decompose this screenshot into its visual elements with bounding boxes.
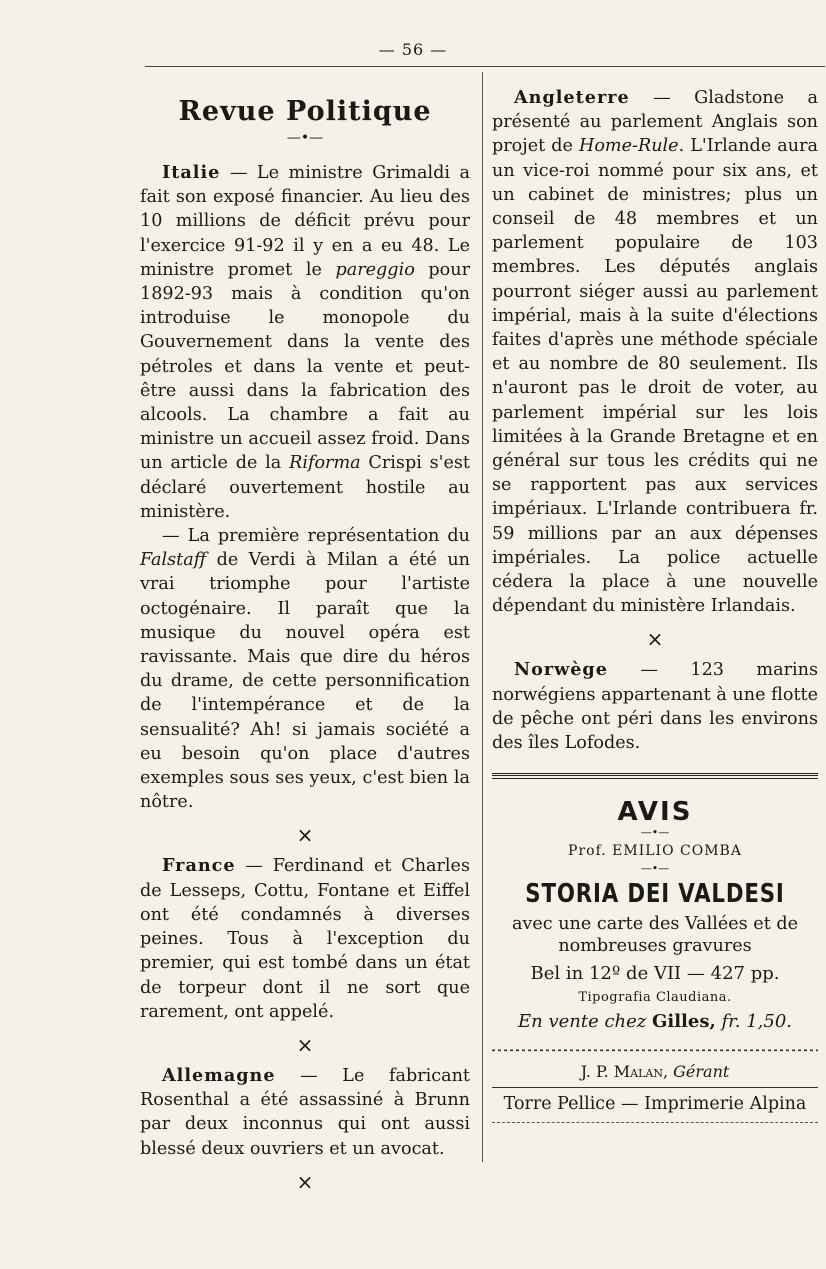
article-france: France — Ferdinand et Charles de Lesseps, Cottu, Fontane et Eiffel ont été condamnés à diverses peines. Tous à l'exception du premier, qui est tombé dans un état de torpeur dont il ne sort que rarement, ont appelé. [140, 855, 470, 1022]
article-falstaff: — La première représentation du Falstaff de Verdi à Milan a été un vrai triomphe pour l'artiste octogénaire. Il paraît que la musique du nouvel opéra est ravissante. Mais que dire du héros du drame, de cette personnification de l'intempérance et de la sensualité? Ah! si jamais société a eu besoin qu'on place d'autres exemples sous ses yeux, c'est bien la nôtre. [140, 526, 470, 813]
ornament: —•— [640, 862, 670, 876]
book-title: STORIA DEI VALDESI [525, 879, 785, 910]
article-italie: Italie — Le ministre Grimaldi a fait son exposé financier. Au lieu des 10 millions de déficit prévu pour l'exercice 91-92 il y en a eu 48. Le ministre promet le pareggio pour 1892-93 mais à condition qu'on introduise le monopole du Gouvernement dans la vente des pétroles et dans la vente et peut-être aussi dans la fabrication des alcools. La chambre a fait au ministre un accueil assez froid. Dans un article de la Riforma Crispi s'est déclaré ouvertement hostile au ministère. [140, 162, 470, 522]
page-number: — 56 — [378, 40, 448, 59]
printer-rule [492, 1087, 818, 1088]
column-divider [482, 72, 483, 1162]
title-ornament: —•— [286, 130, 324, 146]
article-norwege: Norwège — 123 marins norwégiens appartenant à une flotte de pêche ont péri dans les environs des îles Lofodes. [492, 659, 818, 754]
right-column [492, 86, 818, 1123]
top-rule [145, 66, 825, 67]
section-separator: × [296, 1169, 314, 1194]
country-heading: Norwège [514, 659, 608, 681]
book-price-line: Bel in 12º de VII — 427 pp. [530, 963, 780, 985]
section-separator: × [646, 627, 664, 652]
advertisement [492, 797, 818, 1123]
country-heading: Italie [162, 162, 221, 183]
publisher: Tipografia Claudiana. [578, 990, 732, 1006]
book-author: Prof. EMILIO COMBA [568, 843, 742, 860]
book-description: avec une carte des Vallées et de nombreuses gravures [511, 914, 799, 957]
country-heading: France [162, 855, 236, 877]
article-allemagne: Allemagne — Le fabricant Rosenthal a été assassiné à Brunn par deux inconnus qui ont aussi blessé deux ouvriers et un avocat. [140, 1064, 470, 1159]
country-heading: Angleterre [514, 87, 630, 108]
article-angleterre: Angleterre — Gladstone a présenté au parlement Anglais son projet de Home-Rule. L'Irlande aura un vice-roi nommé pour six ans, et un cabinet de ministres; plus un conseil de 48 membres et un parlement populaire de 103 membres. Les députés anglais pourront siéger aussi au parlement impérial, mais à la suite d'élections faites d'après une méthode spéciale et au nombre de 80 seulement. Ils n'auront pas le droit de voter, au parlement impérial sur les lois limitées à la Grande Bretagne et en général sur tous les crédits qui ne se rapportent pas aux services impériaux. L'Irlande contribuera fr. 59 millions par an aux dépenses impériales. La police actuelle cédera la place à une nouvelle dépendant du ministère Irlandais. [492, 87, 818, 617]
section-separator: × [296, 823, 314, 848]
double-rule [492, 773, 818, 779]
sale-line: En vente chez Gilles, fr. 1,50. [517, 1011, 793, 1033]
printer-line: Torre Pellice — Imprimerie Alpina [503, 1094, 807, 1115]
left-column [140, 86, 470, 1201]
section-title: Revue Politique [178, 96, 432, 127]
ornament: —•— [640, 826, 670, 840]
printer-rule-bottom [492, 1122, 818, 1123]
manager-line: J. P. Malan, Gérant [580, 1062, 730, 1082]
country-heading: Allemagne [162, 1064, 276, 1086]
wave-rule [492, 1046, 818, 1054]
avis-title: AVIS [617, 797, 693, 828]
section-separator: × [296, 1032, 314, 1057]
